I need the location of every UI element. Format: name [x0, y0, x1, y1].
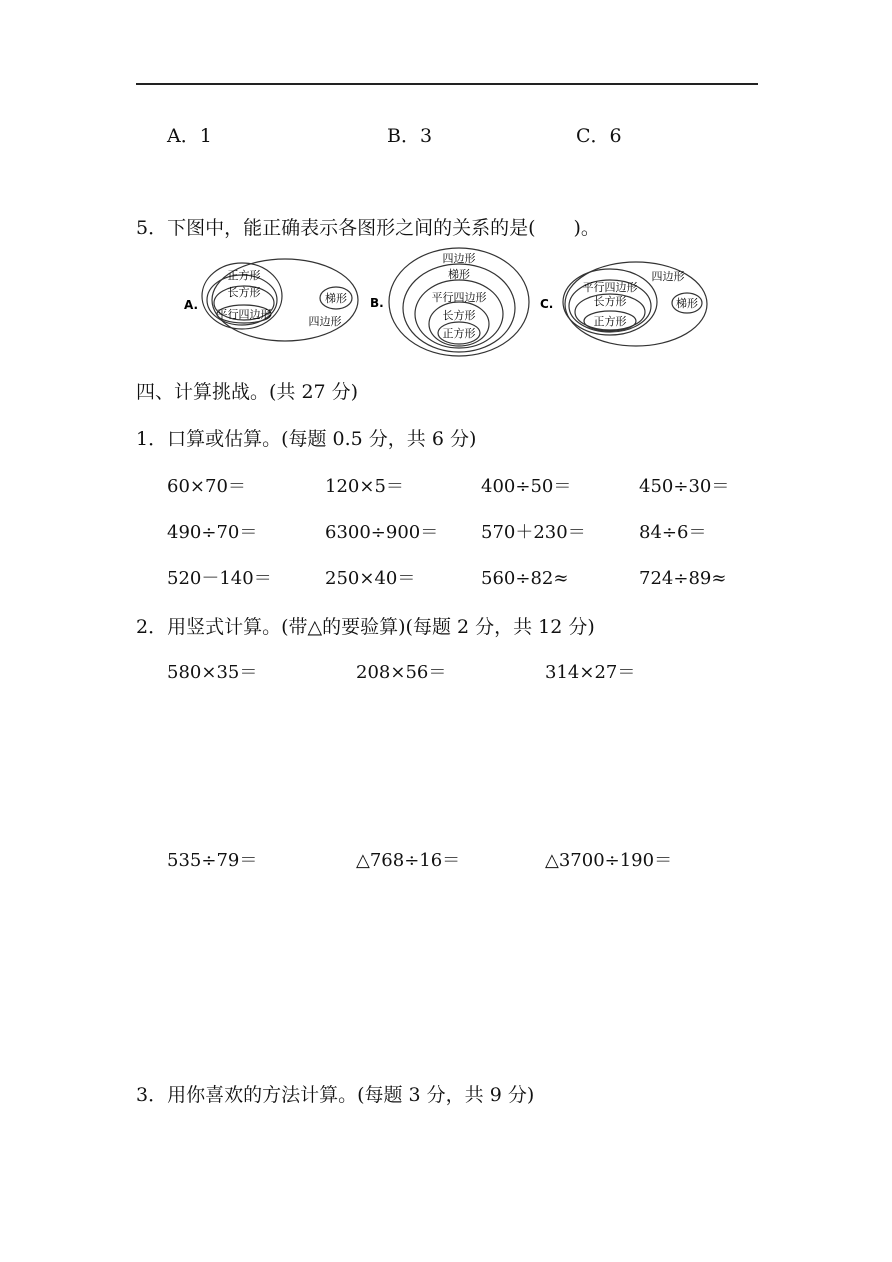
- diagram-c-letter: C.: [540, 297, 554, 311]
- q1-item: 120×5＝: [325, 476, 404, 497]
- q1-item: 250×40＝: [325, 568, 416, 589]
- q2-item: △3700÷190＝: [545, 850, 673, 871]
- diagram-b-label-square: 正方形: [442, 327, 476, 340]
- q2-item: 580×35＝: [167, 662, 258, 683]
- q2-item: 314×27＝: [545, 662, 636, 683]
- option-c: C．6: [576, 125, 622, 147]
- q1-item: 450÷30＝: [639, 476, 730, 497]
- diagram-c-label-square: 正方形: [593, 315, 627, 328]
- diagram-a-label-square: 正方形: [227, 269, 261, 282]
- diagram-b-label-trapezoid: 梯形: [448, 268, 470, 281]
- q1-item: 490÷70＝: [167, 522, 258, 543]
- diagram-c-label-rectangle: 长方形: [593, 295, 627, 308]
- q2-item: △768÷16＝: [356, 850, 461, 871]
- diagram-a-label-trapezoid: 梯形: [325, 292, 347, 305]
- diagram-b: [368, 244, 536, 360]
- q1-item: 400÷50＝: [481, 476, 572, 497]
- diagram-a-label-quadrilateral: 四边形: [308, 315, 342, 328]
- q2-item: 208×56＝: [356, 662, 447, 683]
- q1-item: 6300÷900＝: [325, 522, 439, 543]
- q1-item: 520－140＝: [167, 568, 272, 589]
- diagram-c-label-quadrilateral: 四边形: [651, 270, 685, 283]
- q2-title: 2．用竖式计算。(带△的要验算)(每题 2 分，共 12 分): [136, 616, 595, 638]
- q1-title: 1．口算或估算。(每题 0.5 分，共 6 分): [136, 428, 477, 450]
- q1-item: 60×70＝: [167, 476, 246, 497]
- diagram-b-label-quadrilateral: 四边形: [442, 252, 476, 265]
- section-4-title: 四、计算挑战。(共 27 分): [136, 381, 359, 403]
- diagram-b-label-rectangle: 长方形: [442, 309, 476, 322]
- diagram-a: [182, 252, 362, 348]
- q1-item: 570＋230＝: [481, 522, 586, 543]
- diagram-b-label-parallelogram: 平行四边形: [431, 291, 487, 304]
- question-5: 5．下图中，能正确表示各图形之间的关系的是( )。: [136, 217, 600, 239]
- diagram-c: [538, 258, 710, 350]
- q3-title: 3．用你喜欢的方法计算。(每题 3 分，共 9 分): [136, 1084, 535, 1106]
- q1-item: 84÷6＝: [639, 522, 707, 543]
- diagram-a-label-rectangle: 长方形: [227, 286, 261, 299]
- option-a: A．1: [167, 125, 212, 147]
- q1-item: 724÷89≈: [639, 568, 727, 589]
- diagram-a-label-parallelogram: 平行四边形: [216, 308, 272, 321]
- q2-item: 535÷79＝: [167, 850, 258, 871]
- diagram-b-letter: B.: [370, 296, 384, 310]
- option-b: B．3: [387, 125, 433, 147]
- diagram-c-label-parallelogram: 平行四边形: [582, 281, 638, 294]
- q1-item: 560÷82≈: [481, 568, 569, 589]
- diagram-c-label-trapezoid: 梯形: [676, 297, 698, 310]
- top-rule: [136, 83, 758, 85]
- diagram-a-letter: A.: [184, 298, 199, 312]
